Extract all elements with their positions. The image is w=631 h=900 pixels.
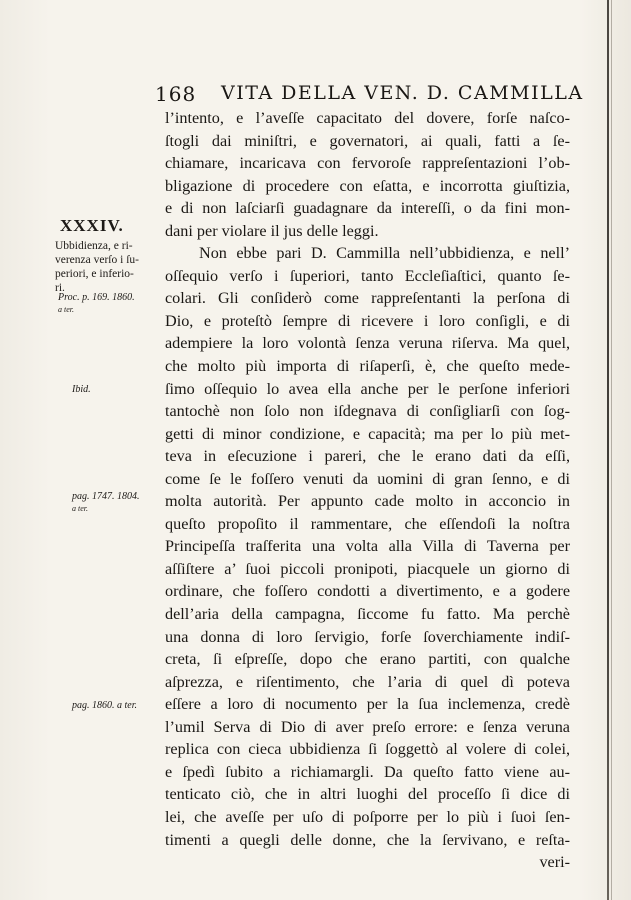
section-number: XXXIV. [60, 216, 124, 235]
text-line: e ſpedì ſubito a richiamargli. Da queſto fatto viene au- [165, 762, 570, 781]
text-line: adempiere la loro volontà ſenza veruna riſerva. Ma quel, [165, 334, 570, 353]
page-header [155, 82, 584, 108]
text-line: replica con cieca ubbidienza ſi ſoggettò al volere di colei, [165, 740, 570, 759]
text-line: aſſiſtere a’ ſuoi piccoli pronipoti, piacquele un giorno di [165, 559, 570, 578]
text-line: teva in eſecuzione i pareri, che le erano dati da eſſi, [165, 447, 570, 466]
text-line: ordinare, che foſſero condotti a divertimento, e a godere [165, 582, 570, 601]
margin-reference-main: pag. 1860. a ter. [72, 700, 137, 711]
margin-reference-main: pag. 1747. 1804. [72, 491, 140, 502]
text-line: Principeſſa traſferita una volta alla Villa di Taverna per [165, 537, 570, 556]
margin-reference [72, 700, 137, 712]
margin-reference [72, 384, 91, 396]
margin-reference-sub: a ter. [72, 504, 88, 513]
margin-summary-line: verenza verſo i ſu- [55, 254, 139, 266]
margin-reference-main: Proc. p. 169. 1860. [58, 292, 135, 303]
text-line: queſto propoſito il rammentare, che eſſendoſi la noſtra [165, 514, 570, 533]
text-line: creta, ſi eſpreſſe, dopo che erano partiti, con qualche [165, 650, 570, 669]
text-line: eſſere a loro di nocumento per la ſua inclemenza, credè [165, 695, 570, 714]
page-edge-line [611, 0, 612, 900]
page-number: 168 [155, 82, 197, 106]
body-text [165, 107, 570, 874]
margin-summary [55, 239, 155, 295]
margin-summary-line: ri. [55, 282, 65, 294]
text-line: chiamare, incaricava con fervoroſe rappreſentazioni l’ob- [165, 154, 570, 173]
margin-reference-main: Ibid. [72, 384, 91, 395]
text-line: l’intento, e l’aveſſe capacitato del dovere, forſe naſco- [165, 109, 570, 127]
catchword: veri- [539, 853, 570, 872]
text-line: come ſe le foſſero venuti da uomini di gran ſenno, e di [165, 469, 570, 488]
text-line: Non ebbe pari D. Cammilla nell’ubbidienza, e nell’ [199, 244, 570, 263]
text-line: oſſequio verſo i ſuperiori, tanto Eccleſiaſtici, quanto ſe- [165, 266, 570, 285]
text-line: tenticato ciò, che in altri luoghi del proceſſo ſi dice di [165, 785, 570, 804]
text-line: molta autorità. Per appunto cade molto in acconcio in [165, 492, 570, 511]
text-line: che molto più importa di riſaperſi, è, che queſto mede- [165, 357, 570, 376]
text-line: e di non laſciarſi guadagnare da intereſſi, o da fini mon- [165, 199, 570, 218]
text-line: dani per violare il jus delle leggi. [165, 221, 379, 240]
text-line: colari. Gli conſiderò come rappreſentanti la perſona di [165, 289, 570, 308]
text-line: ſtogli dai miniſtri, e governatori, ai quali, fatti a ſe- [165, 131, 570, 150]
margin-reference-sub: a ter. [58, 305, 74, 314]
text-line: dell’aria della campagna, ſiccome fu fatto. Ma perchè [165, 605, 570, 624]
text-line: tantochè non ſolo non iſdegnava di conſigliarſi con ſog- [165, 402, 570, 421]
text-line: Dio, e proteſtò ſempre di ricevere i loro conſigli, e di [165, 311, 570, 330]
text-line: aſprezza, e riſentimento, che l’aria di quel dì poteva [165, 672, 570, 691]
text-line: l’umil Serva di Dio di aver preſo errore: e ſenza veruna [165, 717, 570, 736]
margin-reference [58, 292, 135, 316]
text-line: getti di minor condizione, e capacità; ma per lo più met- [165, 424, 570, 443]
running-title: VITA DELLA VEN. D. CAMMILLA [221, 82, 584, 104]
text-line: ſimo oſſequio lo avea ella anche per le perſone inferiori [165, 379, 570, 398]
text-line: timenti a quegli delle donne, che la ſervivano, e reſta- [165, 830, 570, 849]
margin-summary-line: periori, e inferio- [55, 268, 134, 280]
text-line: bligazione di procedere con eſatta, e incorrotta giuſtizia, [165, 176, 570, 195]
margin-reference [72, 491, 140, 515]
page-edge-shadow [607, 0, 609, 900]
margin-summary-line: Ubbidienza, e ri- [55, 240, 133, 252]
text-line: una donna di loro ſervigio, forſe ſoverchiamente indiſ- [165, 627, 570, 646]
text-line: lei, che aveſſe per uſo di poſporre per lo più i ſuoi ſen- [165, 807, 570, 826]
